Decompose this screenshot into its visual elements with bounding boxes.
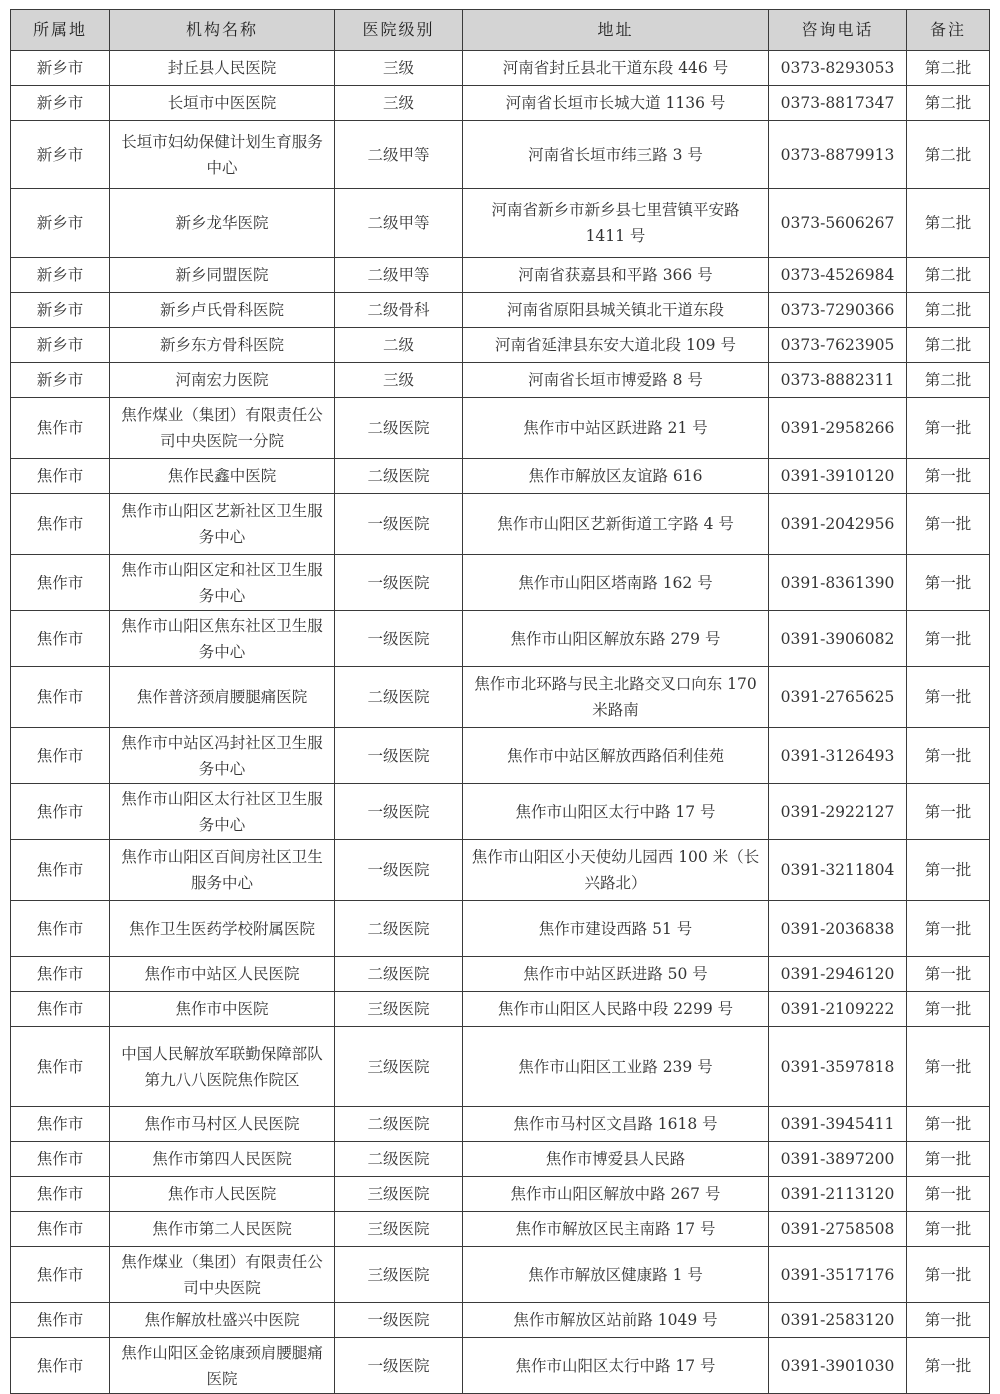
remark-cell: 第一批	[907, 957, 990, 992]
hospital-level-cell: 三级	[335, 51, 463, 86]
region-cell: 新乡市	[11, 258, 110, 293]
table-row	[11, 1338, 990, 1394]
hospital-level-cell: 二级医院	[335, 1142, 463, 1177]
address-cell: 焦作市马村区文昌路 1618 号	[463, 1107, 769, 1142]
institution-name-cell: 焦作市山阳区定和社区卫生服务中心	[110, 555, 335, 611]
remark-cell: 第一批	[907, 494, 990, 555]
header-remark: 备注	[907, 10, 990, 51]
table-row	[11, 901, 990, 957]
remark-cell: 第二批	[907, 86, 990, 121]
institution-name-cell: 焦作市山阳区太行社区卫生服务中心	[110, 784, 335, 840]
address-cell: 焦作市山阳区太行中路 17 号	[463, 784, 769, 840]
header-phone: 咨询电话	[769, 10, 907, 51]
address-cell: 焦作市建设西路 51 号	[463, 901, 769, 957]
address-cell: 河南省长垣市纬三路 3 号	[463, 121, 769, 189]
table-row	[11, 667, 990, 728]
address-cell: 焦作市解放区友谊路 616	[463, 459, 769, 494]
phone-cell: 0391-3910120	[769, 459, 907, 494]
table-row	[11, 611, 990, 667]
region-cell: 新乡市	[11, 328, 110, 363]
remark-cell: 第一批	[907, 611, 990, 667]
table-row	[11, 728, 990, 784]
phone-cell: 0391-3517176	[769, 1247, 907, 1303]
address-cell: 焦作市山阳区艺新街道工字路 4 号	[463, 494, 769, 555]
hospital-level-cell: 一级医院	[335, 1303, 463, 1338]
remark-cell: 第一批	[907, 728, 990, 784]
region-cell: 焦作市	[11, 1027, 110, 1107]
phone-cell: 0391-2922127	[769, 784, 907, 840]
remark-cell: 第二批	[907, 189, 990, 258]
address-cell: 河南省长垣市长城大道 1136 号	[463, 86, 769, 121]
address-cell: 河南省延津县东安大道北段 109 号	[463, 328, 769, 363]
region-cell: 焦作市	[11, 728, 110, 784]
region-cell: 焦作市	[11, 398, 110, 459]
remark-cell: 第一批	[907, 667, 990, 728]
phone-cell: 0391-3211804	[769, 840, 907, 901]
address-cell: 河南省获嘉县和平路 366 号	[463, 258, 769, 293]
hospital-level-cell: 三级	[335, 86, 463, 121]
address-cell: 焦作市山阳区塔南路 162 号	[463, 555, 769, 611]
institution-name-cell: 封丘县人民医院	[110, 51, 335, 86]
phone-cell: 0373-8293053	[769, 51, 907, 86]
remark-cell: 第一批	[907, 1247, 990, 1303]
address-cell: 焦作市中站区解放西路佰利佳苑	[463, 728, 769, 784]
phone-cell: 0391-2946120	[769, 957, 907, 992]
phone-cell: 0391-2765625	[769, 667, 907, 728]
address-cell: 焦作市中站区跃进路 21 号	[463, 398, 769, 459]
hospital-table-container	[10, 9, 989, 1394]
phone-cell: 0373-8817347	[769, 86, 907, 121]
table-row	[11, 51, 990, 86]
institution-name-cell: 焦作市人民医院	[110, 1177, 335, 1212]
hospital-level-cell: 一级医院	[335, 555, 463, 611]
remark-cell: 第一批	[907, 1027, 990, 1107]
institution-name-cell: 新乡同盟医院	[110, 258, 335, 293]
header-address: 地址	[463, 10, 769, 51]
address-cell: 河南省封丘县北干道东段 446 号	[463, 51, 769, 86]
phone-cell: 0373-7290366	[769, 293, 907, 328]
region-cell: 焦作市	[11, 901, 110, 957]
phone-cell: 0373-8882311	[769, 363, 907, 398]
region-cell: 焦作市	[11, 1212, 110, 1247]
institution-name-cell: 焦作市第二人民医院	[110, 1212, 335, 1247]
table-row	[11, 1212, 990, 1247]
institution-name-cell: 焦作卫生医药学校附属医院	[110, 901, 335, 957]
remark-cell: 第一批	[907, 840, 990, 901]
remark-cell: 第一批	[907, 1177, 990, 1212]
phone-cell: 0391-3906082	[769, 611, 907, 667]
table-header	[11, 10, 990, 51]
hospital-level-cell: 二级甲等	[335, 189, 463, 258]
region-cell: 焦作市	[11, 1107, 110, 1142]
table-row	[11, 398, 990, 459]
header-region: 所属地	[11, 10, 110, 51]
address-cell: 焦作市北环路与民主北路交叉口向东 170 米路南	[463, 667, 769, 728]
institution-name-cell: 新乡卢氏骨科医院	[110, 293, 335, 328]
institution-name-cell: 长垣市中医医院	[110, 86, 335, 121]
institution-name-cell: 新乡龙华医院	[110, 189, 335, 258]
institution-name-cell: 中国人民解放军联勤保障部队第九八八医院焦作院区	[110, 1027, 335, 1107]
region-cell: 新乡市	[11, 121, 110, 189]
institution-name-cell: 焦作市山阳区焦东社区卫生服务中心	[110, 611, 335, 667]
institution-name-cell: 焦作市山阳区艺新社区卫生服务中心	[110, 494, 335, 555]
phone-cell: 0391-3901030	[769, 1338, 907, 1394]
remark-cell: 第一批	[907, 1107, 990, 1142]
region-cell: 焦作市	[11, 1177, 110, 1212]
table-row	[11, 1303, 990, 1338]
region-cell: 焦作市	[11, 459, 110, 494]
hospital-level-cell: 三级	[335, 363, 463, 398]
institution-name-cell: 焦作市马村区人民医院	[110, 1107, 335, 1142]
phone-cell: 0391-2109222	[769, 992, 907, 1027]
remark-cell: 第二批	[907, 293, 990, 328]
table-row	[11, 1107, 990, 1142]
address-cell: 焦作市中站区跃进路 50 号	[463, 957, 769, 992]
hospital-level-cell: 二级甲等	[335, 121, 463, 189]
address-cell: 河南省长垣市博爱路 8 号	[463, 363, 769, 398]
remark-cell: 第二批	[907, 258, 990, 293]
institution-name-cell: 焦作市中站区冯封社区卫生服务中心	[110, 728, 335, 784]
region-cell: 新乡市	[11, 293, 110, 328]
table-row	[11, 1177, 990, 1212]
institution-name-cell: 新乡东方骨科医院	[110, 328, 335, 363]
region-cell: 焦作市	[11, 494, 110, 555]
hospital-level-cell: 三级医院	[335, 992, 463, 1027]
remark-cell: 第一批	[907, 901, 990, 957]
phone-cell: 0373-5606267	[769, 189, 907, 258]
address-cell: 焦作市山阳区人民路中段 2299 号	[463, 992, 769, 1027]
phone-cell: 0391-2758508	[769, 1212, 907, 1247]
region-cell: 新乡市	[11, 189, 110, 258]
table-row	[11, 328, 990, 363]
table-row	[11, 1142, 990, 1177]
region-cell: 新乡市	[11, 363, 110, 398]
remark-cell: 第一批	[907, 459, 990, 494]
hospital-level-cell: 一级医院	[335, 784, 463, 840]
remark-cell: 第一批	[907, 784, 990, 840]
address-cell: 焦作市山阳区工业路 239 号	[463, 1027, 769, 1107]
address-cell: 焦作市解放区民主南路 17 号	[463, 1212, 769, 1247]
institution-name-cell: 焦作市山阳区百间房社区卫生服务中心	[110, 840, 335, 901]
institution-name-cell: 焦作市中医院	[110, 992, 335, 1027]
phone-cell: 0373-7623905	[769, 328, 907, 363]
region-cell: 焦作市	[11, 1303, 110, 1338]
hospital-level-cell: 一级医院	[335, 840, 463, 901]
table-row	[11, 363, 990, 398]
institution-name-cell: 焦作山阳区金铭康颈肩腰腿痛医院	[110, 1338, 335, 1394]
institution-name-cell: 焦作普济颈肩腰腿痛医院	[110, 667, 335, 728]
hospital-level-cell: 二级骨科	[335, 293, 463, 328]
phone-cell: 0391-8361390	[769, 555, 907, 611]
table-row	[11, 494, 990, 555]
hospital-level-cell: 一级医院	[335, 494, 463, 555]
remark-cell: 第二批	[907, 363, 990, 398]
phone-cell: 0391-3945411	[769, 1107, 907, 1142]
address-cell: 焦作市解放区站前路 1049 号	[463, 1303, 769, 1338]
region-cell: 新乡市	[11, 86, 110, 121]
hospital-level-cell: 二级甲等	[335, 258, 463, 293]
region-cell: 焦作市	[11, 555, 110, 611]
institution-name-cell: 焦作市第四人民医院	[110, 1142, 335, 1177]
hospital-level-cell: 二级医院	[335, 398, 463, 459]
hospital-table	[10, 9, 990, 1394]
table-row	[11, 840, 990, 901]
table-row	[11, 293, 990, 328]
phone-cell: 0391-3897200	[769, 1142, 907, 1177]
table-row	[11, 189, 990, 258]
region-cell: 焦作市	[11, 1142, 110, 1177]
table-body	[11, 51, 990, 1394]
header-hospital-level: 医院级别	[335, 10, 463, 51]
institution-name-cell: 焦作煤业（集团）有限责任公司中央医院一分院	[110, 398, 335, 459]
region-cell: 焦作市	[11, 957, 110, 992]
remark-cell: 第二批	[907, 328, 990, 363]
hospital-level-cell: 二级医院	[335, 901, 463, 957]
region-cell: 焦作市	[11, 992, 110, 1027]
region-cell: 焦作市	[11, 840, 110, 901]
remark-cell: 第一批	[907, 1212, 990, 1247]
address-cell: 河南省原阳县城关镇北干道东段	[463, 293, 769, 328]
region-cell: 焦作市	[11, 667, 110, 728]
remark-cell: 第一批	[907, 1303, 990, 1338]
phone-cell: 0391-2113120	[769, 1177, 907, 1212]
hospital-level-cell: 一级医院	[335, 611, 463, 667]
institution-name-cell: 长垣市妇幼保健计划生育服务中心	[110, 121, 335, 189]
table-row	[11, 1027, 990, 1107]
phone-cell: 0373-8879913	[769, 121, 907, 189]
hospital-level-cell: 三级医院	[335, 1247, 463, 1303]
hospital-level-cell: 三级医院	[335, 1212, 463, 1247]
hospital-level-cell: 三级医院	[335, 1177, 463, 1212]
hospital-level-cell: 一级医院	[335, 728, 463, 784]
address-cell: 焦作市山阳区小天使幼儿园西 100 米（长兴路北）	[463, 840, 769, 901]
hospital-level-cell: 一级医院	[335, 1338, 463, 1394]
hospital-level-cell: 二级医院	[335, 957, 463, 992]
region-cell: 焦作市	[11, 1338, 110, 1394]
header-institution-name: 机构名称	[110, 10, 335, 51]
hospital-level-cell: 二级医院	[335, 1107, 463, 1142]
address-cell: 焦作市山阳区解放中路 267 号	[463, 1177, 769, 1212]
table-row	[11, 86, 990, 121]
institution-name-cell: 焦作煤业（集团）有限责任公司中央医院	[110, 1247, 335, 1303]
institution-name-cell: 焦作民鑫中医院	[110, 459, 335, 494]
phone-cell: 0391-2042956	[769, 494, 907, 555]
table-row	[11, 784, 990, 840]
table-row	[11, 555, 990, 611]
address-cell: 河南省新乡市新乡县七里营镇平安路 1411 号	[463, 189, 769, 258]
hospital-level-cell: 二级医院	[335, 667, 463, 728]
phone-cell: 0373-4526984	[769, 258, 907, 293]
remark-cell: 第一批	[907, 398, 990, 459]
phone-cell: 0391-3597818	[769, 1027, 907, 1107]
address-cell: 焦作市山阳区解放东路 279 号	[463, 611, 769, 667]
remark-cell: 第二批	[907, 51, 990, 86]
region-cell: 新乡市	[11, 51, 110, 86]
hospital-level-cell: 二级	[335, 328, 463, 363]
region-cell: 焦作市	[11, 784, 110, 840]
table-row	[11, 258, 990, 293]
phone-cell: 0391-3126493	[769, 728, 907, 784]
phone-cell: 0391-2958266	[769, 398, 907, 459]
institution-name-cell: 河南宏力医院	[110, 363, 335, 398]
remark-cell: 第一批	[907, 1338, 990, 1394]
table-row	[11, 121, 990, 189]
remark-cell: 第一批	[907, 992, 990, 1027]
remark-cell: 第二批	[907, 121, 990, 189]
institution-name-cell: 焦作解放杜盛兴中医院	[110, 1303, 335, 1338]
address-cell: 焦作市解放区健康路 1 号	[463, 1247, 769, 1303]
table-row	[11, 992, 990, 1027]
address-cell: 焦作市博爱县人民路	[463, 1142, 769, 1177]
phone-cell: 0391-2583120	[769, 1303, 907, 1338]
hospital-level-cell: 二级医院	[335, 459, 463, 494]
remark-cell: 第一批	[907, 555, 990, 611]
header-row	[11, 10, 990, 51]
table-row	[11, 957, 990, 992]
region-cell: 焦作市	[11, 611, 110, 667]
table-row	[11, 1247, 990, 1303]
institution-name-cell: 焦作市中站区人民医院	[110, 957, 335, 992]
remark-cell: 第一批	[907, 1142, 990, 1177]
table-row	[11, 459, 990, 494]
address-cell: 焦作市山阳区太行中路 17 号	[463, 1338, 769, 1394]
hospital-level-cell: 三级医院	[335, 1027, 463, 1107]
phone-cell: 0391-2036838	[769, 901, 907, 957]
region-cell: 焦作市	[11, 1247, 110, 1303]
